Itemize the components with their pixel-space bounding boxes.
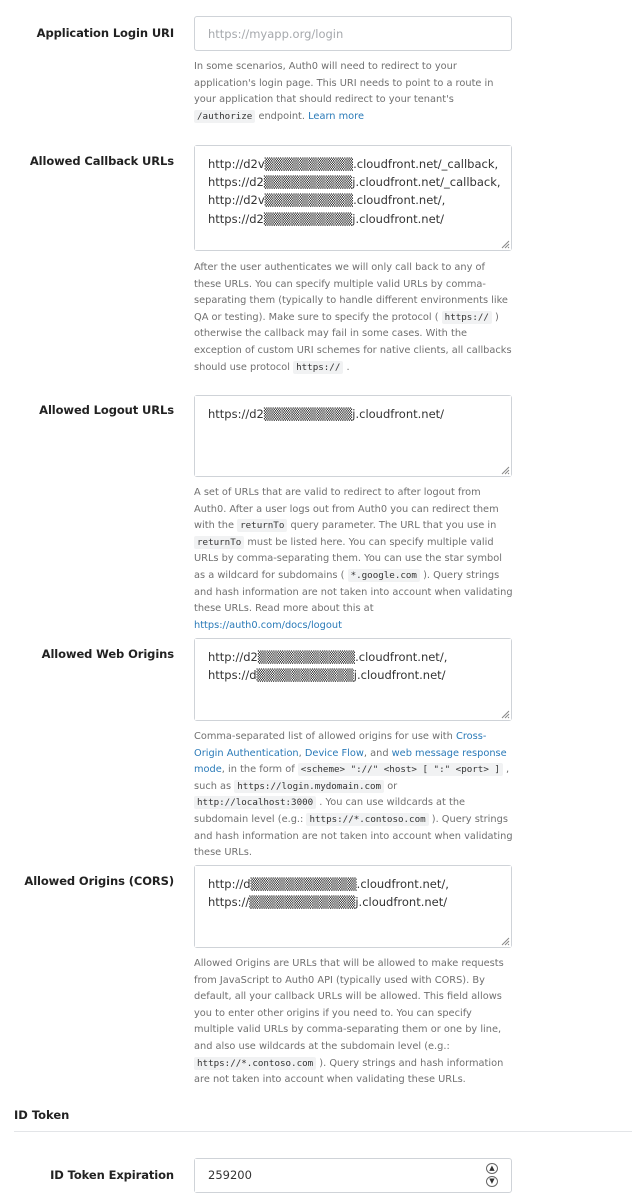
device-flow-link[interactable]: Device Flow: [304, 747, 364, 759]
callback-urls-field[interactable]: [194, 145, 512, 251]
example-domain-code: https://login.mydomain.com: [234, 780, 384, 793]
section-divider: [14, 1131, 632, 1132]
https-code: https://: [293, 361, 343, 374]
logout-urls-help: A set of URLs that are valid to redirect to after logout from Auth0. After a user logs out from Auth0 you can redirect them with the returnTo query parameter. The URL that you use in returnTo must be listed here. You can specify multiple valid URLs by comma-separating them. You can use the star symbol as a wildcard for subdomains ( *.google.com ). Query strings and hash information are not taken into account when validating these URLs. Read more about this at https://auth0.com/docs/logout: [194, 487, 513, 631]
logout-docs-link[interactable]: https://auth0.com/docs/logout: [194, 619, 342, 631]
resize-grip-icon[interactable]: [499, 238, 510, 249]
web-origins-help: Comma-separated list of allowed origins for use with Cross-Origin Authentication, Device Flow, and web message response mode, in the form of <scheme> "://" <host> [ ":" <port> ] , such as https://login.mydomain.com or http://localhost:3000 . You can use wildcards at the subdomain level (e.g.: https://*.contoso.com ). Query strings and hash information are not taken into account when validating these URLs.: [194, 731, 513, 859]
resize-grip-icon[interactable]: [499, 464, 510, 475]
cors-label: Allowed Origins (CORS): [24, 874, 174, 888]
login-uri-input[interactable]: [194, 16, 512, 51]
resize-grip-icon[interactable]: [499, 935, 510, 946]
cross-origin-auth-link[interactable]: Cross-Origin Authentication: [194, 731, 487, 759]
id-token-expiration-label: ID Token Expiration: [50, 1168, 174, 1182]
id-token-expiration-input[interactable]: [195, 1159, 501, 1192]
logout-urls-label: Allowed Logout URLs: [39, 403, 174, 417]
callback-urls-help: After the user authenticates we will only call back to any of these URLs. You can specify multiple valid URLs by comma-separating them (typically to handle different environments like QA or testing). Make sure to specify the protocol ( https:// ) otherwise the callback may fail in some cases. With the exception of custom URI schemes for native clients, all callbacks should use protocol https:// .: [194, 262, 512, 373]
web-origins-textarea[interactable]: [195, 639, 511, 720]
spin-down-icon[interactable]: ▼: [486, 1176, 498, 1187]
cors-textarea[interactable]: [195, 866, 511, 947]
google-wildcard-code: *.google.com: [348, 569, 420, 582]
spin-up-icon[interactable]: ▲: [486, 1163, 498, 1174]
web-origins-field[interactable]: [194, 638, 512, 721]
web-message-mode-link[interactable]: web message response mode: [194, 747, 507, 776]
contoso-wildcard-code: https://*.contoso.com: [306, 813, 428, 826]
callback-urls-textarea[interactable]: [195, 146, 511, 250]
returnto-code: returnTo: [194, 536, 244, 549]
contoso-wildcard-code: https://*.contoso.com: [194, 1057, 316, 1070]
callback-urls-label: Allowed Callback URLs: [29, 154, 174, 168]
cors-help: Allowed Origins are URLs that will be allowed to make requests from JavaScript to Auth0 API (typically used with CORS). By default, all your callback URLs will be allowed. This field allows you to enter other origins if you need to. You can specify multiple valid URLs by comma-separating them or one by line, and also use wildcards at the subdomain level (e.g.: https://*.contoso.com ). Query strings and hash information are not taken into account when validating these URLs.: [194, 958, 504, 1086]
learn-more-link[interactable]: Learn more: [308, 110, 364, 122]
spin-arrows-icon[interactable]: [486, 1163, 498, 1189]
web-origins-label: Allowed Web Origins: [41, 647, 174, 661]
authorize-code: /authorize: [194, 110, 255, 123]
localhost-code: http://localhost:3000: [194, 796, 316, 809]
id-token-expiration-field[interactable]: [194, 1158, 512, 1193]
logout-urls-textarea[interactable]: [195, 396, 511, 476]
returnto-code: returnTo: [237, 519, 287, 532]
logout-urls-field[interactable]: [194, 395, 512, 477]
origin-format-code: <scheme> "://" <host> [ ":" <port> ]: [298, 763, 503, 776]
cors-field[interactable]: [194, 865, 512, 948]
login-uri-help: In some scenarios, Auth0 will need to redirect to your application's login page. This URI needs to point to a route in your application that should redirect to your tenant's /authorize endpoint. Learn more: [194, 61, 494, 122]
login-uri-label: Application Login URI: [36, 26, 174, 40]
https-code: https://: [442, 311, 492, 324]
id-token-section-title: ID Token: [14, 1108, 70, 1122]
resize-grip-icon[interactable]: [499, 708, 510, 719]
